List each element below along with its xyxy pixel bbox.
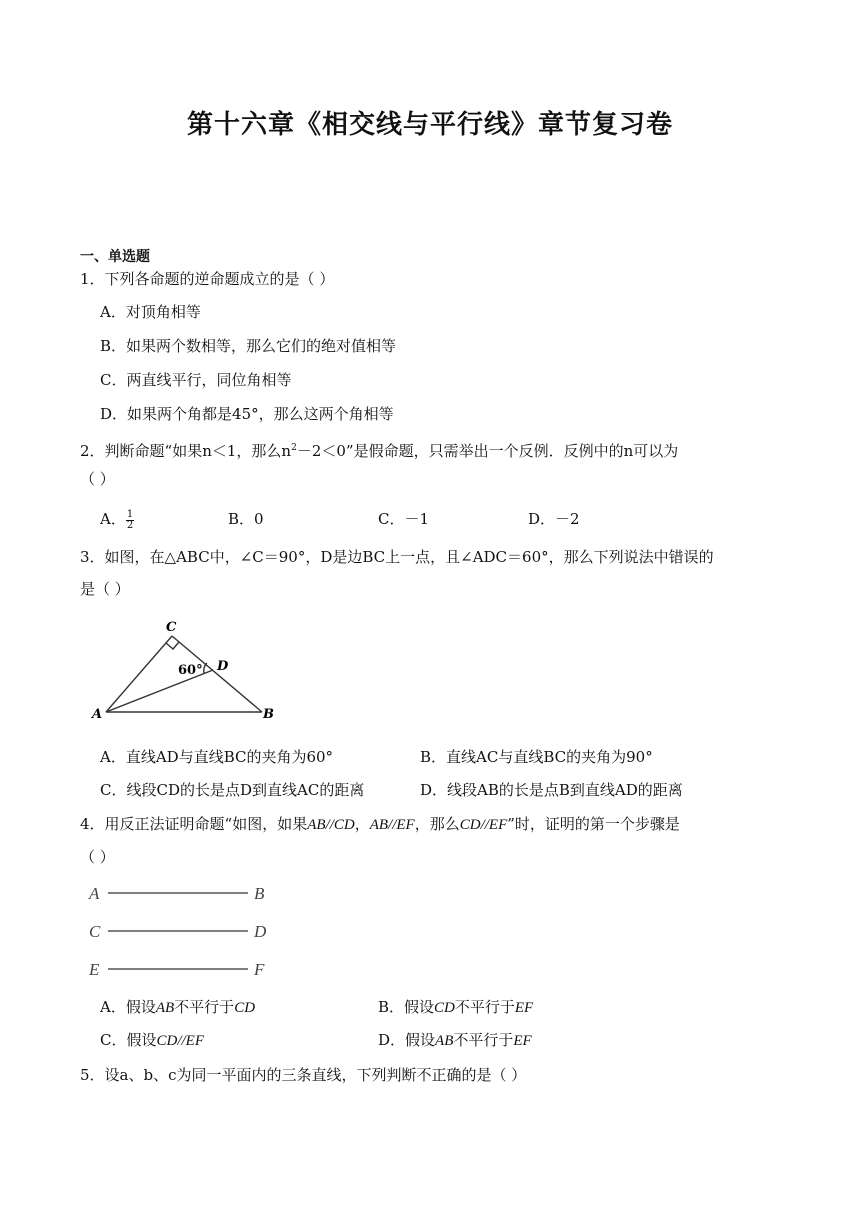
question-3-option-b: B．直线AC与直线BC的夹角为90° — [420, 748, 653, 766]
page-title: 第十六章《相交线与平行线》章节复习卷 — [186, 110, 673, 140]
question-4-stem-post: ”时，证明的第一个步骤是 — [507, 815, 680, 833]
question-2-option-a-prefix: A． — [100, 510, 126, 528]
triangle-figure — [86, 614, 286, 726]
q4-d-m1: AB — [435, 1033, 454, 1049]
question-3-option-a: A．直线AD与直线BC的夹角为60° — [100, 748, 334, 766]
q4-b-m2: EF — [514, 1000, 534, 1016]
question-2-option-c: C．－1 — [378, 510, 430, 528]
angle-label-60: 60° — [178, 663, 203, 678]
question-4-stem-paren: （ ） — [80, 848, 115, 866]
label-e: E — [89, 960, 100, 979]
label-a: A — [89, 884, 100, 903]
question-2-option-b: B．0 — [228, 510, 264, 528]
math-ab-parallel-cd: AB//CD — [307, 817, 355, 833]
q4-d-mid: 不平行于 — [453, 1031, 514, 1049]
question-4-option-c — [100, 1029, 204, 1052]
q4-a-m1: AB — [155, 1000, 175, 1016]
q4-b-mid: 不平行于 — [454, 998, 515, 1016]
question-2-option-d: D．－2 — [528, 510, 580, 528]
question-4-stem — [80, 813, 680, 836]
question-2-stem-paren: （ ） — [80, 470, 115, 488]
fraction-half — [126, 510, 134, 531]
q4-b-m1: CD — [434, 1000, 455, 1016]
triangle-side-ac — [106, 636, 172, 712]
q4-d-pre: D．假设 — [378, 1031, 436, 1049]
question-2-option-a — [100, 508, 134, 531]
question-4-sep: ， — [354, 815, 370, 833]
question-3-option-c: C．线段CD的长是点D到直线AC的距离 — [100, 781, 365, 799]
question-1-option-a: A．对顶角相等 — [100, 303, 201, 321]
question-4-mid: ，那么 — [414, 815, 460, 833]
question-1-option-d: D．如果两个角都是45°，那么这两个角相等 — [100, 405, 394, 423]
fraction-numerator: 1 — [126, 508, 134, 520]
q4-a-m2: CD — [234, 1000, 256, 1016]
question-2-exponent: 2 — [291, 443, 297, 453]
question-4-option-d — [378, 1029, 532, 1052]
question-3-stem: 3．如图，在△ABC中，∠C＝90°，D是边BC上一点，且∠ADC＝60°，那么下列说法中错误的 — [80, 548, 714, 566]
label-c: C — [166, 620, 177, 635]
question-1-stem: 1．下列各命题的逆命题成立的是（ ） — [80, 270, 335, 288]
q4-a-mid: 不平行于 — [174, 998, 235, 1016]
section-heading: 一、单选题 — [80, 249, 150, 265]
parallel-lines-figure — [84, 878, 284, 982]
right-angle-mark — [166, 642, 179, 649]
label-c: C — [89, 922, 101, 941]
math-ab-parallel-ef: AB//EF — [369, 817, 415, 833]
q4-d-m2: EF — [513, 1033, 532, 1049]
question-2-stem-post: －2＜0”是假命题，只需举出一个反例．反例中的n可以为 — [296, 442, 679, 460]
label-f: F — [254, 960, 265, 979]
q4-c-pre: C．假设 — [100, 1031, 157, 1049]
question-5-stem: 5．设a、b、c为同一平面内的三条直线，下列判断不正确的是（ ） — [80, 1066, 527, 1084]
label-d: D — [254, 922, 267, 941]
question-2-stem-pre: 2．判断命题“如果n＜1，那么n — [80, 442, 292, 460]
q4-b-pre: B．假设 — [378, 998, 435, 1016]
math-cd-parallel-ef: CD//EF — [459, 817, 508, 833]
question-1-option-b: B．如果两个数相等，那么它们的绝对值相等 — [100, 337, 397, 355]
question-3-stem-cont: 是（ ） — [80, 580, 130, 598]
question-3-option-d: D．线段AB的长是点B到直线AD的距离 — [420, 781, 683, 799]
label-b: B — [263, 707, 274, 722]
q4-a-pre: A．假设 — [100, 998, 156, 1016]
fraction-denominator: 2 — [126, 519, 134, 531]
q4-c-m: CD//EF — [156, 1033, 204, 1049]
question-1-option-c: C．两直线平行，同位角相等 — [100, 371, 292, 389]
label-d: D — [217, 659, 229, 674]
label-b: B — [254, 884, 265, 903]
label-a: A — [92, 707, 103, 722]
question-4-option-b — [378, 996, 533, 1019]
question-2-stem — [80, 437, 678, 462]
question-4-stem-pre: 4．用反正法证明命题“如图，如果 — [80, 815, 308, 833]
question-4-option-a — [100, 996, 255, 1019]
